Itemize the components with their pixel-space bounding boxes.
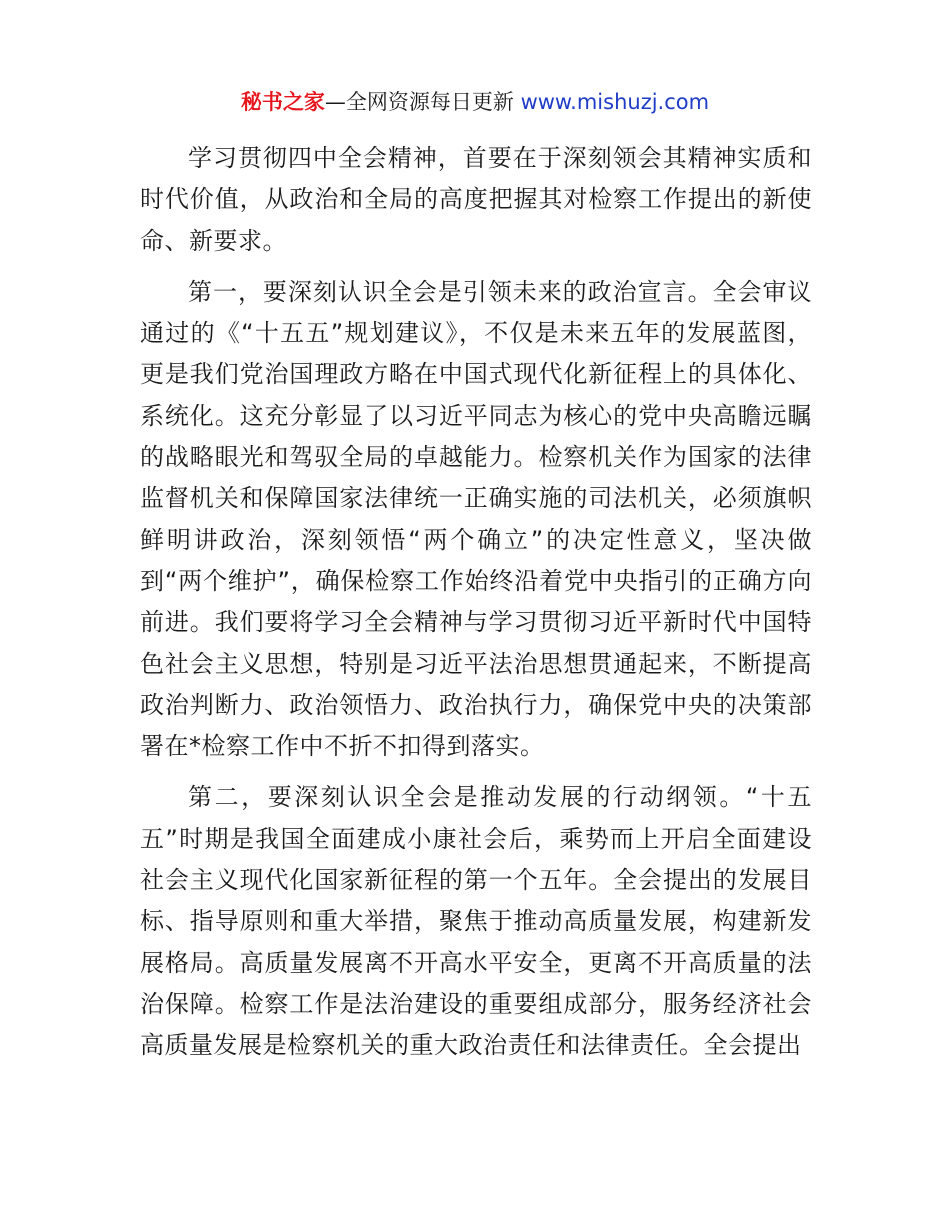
site-url-link[interactable]: www.mishuzj.com <box>520 90 710 114</box>
brand-name: 秘书之家 <box>240 90 325 114</box>
header-slogan: —全网资源每日更新 <box>324 90 521 114</box>
document-body <box>140 138 812 1077</box>
paragraph-intro: 学习贯彻四中全会精神，首要在于深刻领会其精神实质和时代价值，从政治和全局的高度把握其对检察工作提出的新使命、新要求。 <box>140 144 812 255</box>
paragraph-first-point: 第一，要深刻认识全会是引领未来的政治宣言。全会审议通过的《“十五五”规划建议》，不仅是未来五年的发展蓝图，更是我们党治国理政方略在中国式现代化新征程上的具体化、系统化。这充分彰显了以习近平同志为核心的党中央高瞻远瞩的战略眼光和驾驭全局的卓越能力。检察机关作为国家的法律监督机关和保障国家法律统一正确实施的司法机关，必须旗帜鲜明讲政治，深刻领悟“两个确立”的决定性意义，坚决做到“两个维护”，确保检察工作始终沿着党中央指引的正确方向前进。我们要将学习全会精神与学习贯彻习近平新时代中国特色社会主义思想，特别是习近平法治思想贯通起来，不断提高政治判断力、政治领悟力、政治执行力，确保党中央的决策部署在*检察工作中不折不扣得到落实。 <box>140 277 812 761</box>
paragraph-second-point: 第二，要深刻认识全会是推动发展的行动纲领。“十五五”时期是我国全面建成小康社会后，乘势而上开启全面建设社会主义现代化国家新征程的第一个五年。全会提出的发展目标、指导原则和重大举措，聚焦于推动高质量发展，构建新发展格局。高质量发展离不开高水平安全，更离不开高质量的法治保障。检察工作是法治建设的重要组成部分，服务经济社会高质量发展是检察机关的重大政治责任和法律责任。全会提出 <box>140 783 812 1060</box>
site-header <box>0 86 950 118</box>
